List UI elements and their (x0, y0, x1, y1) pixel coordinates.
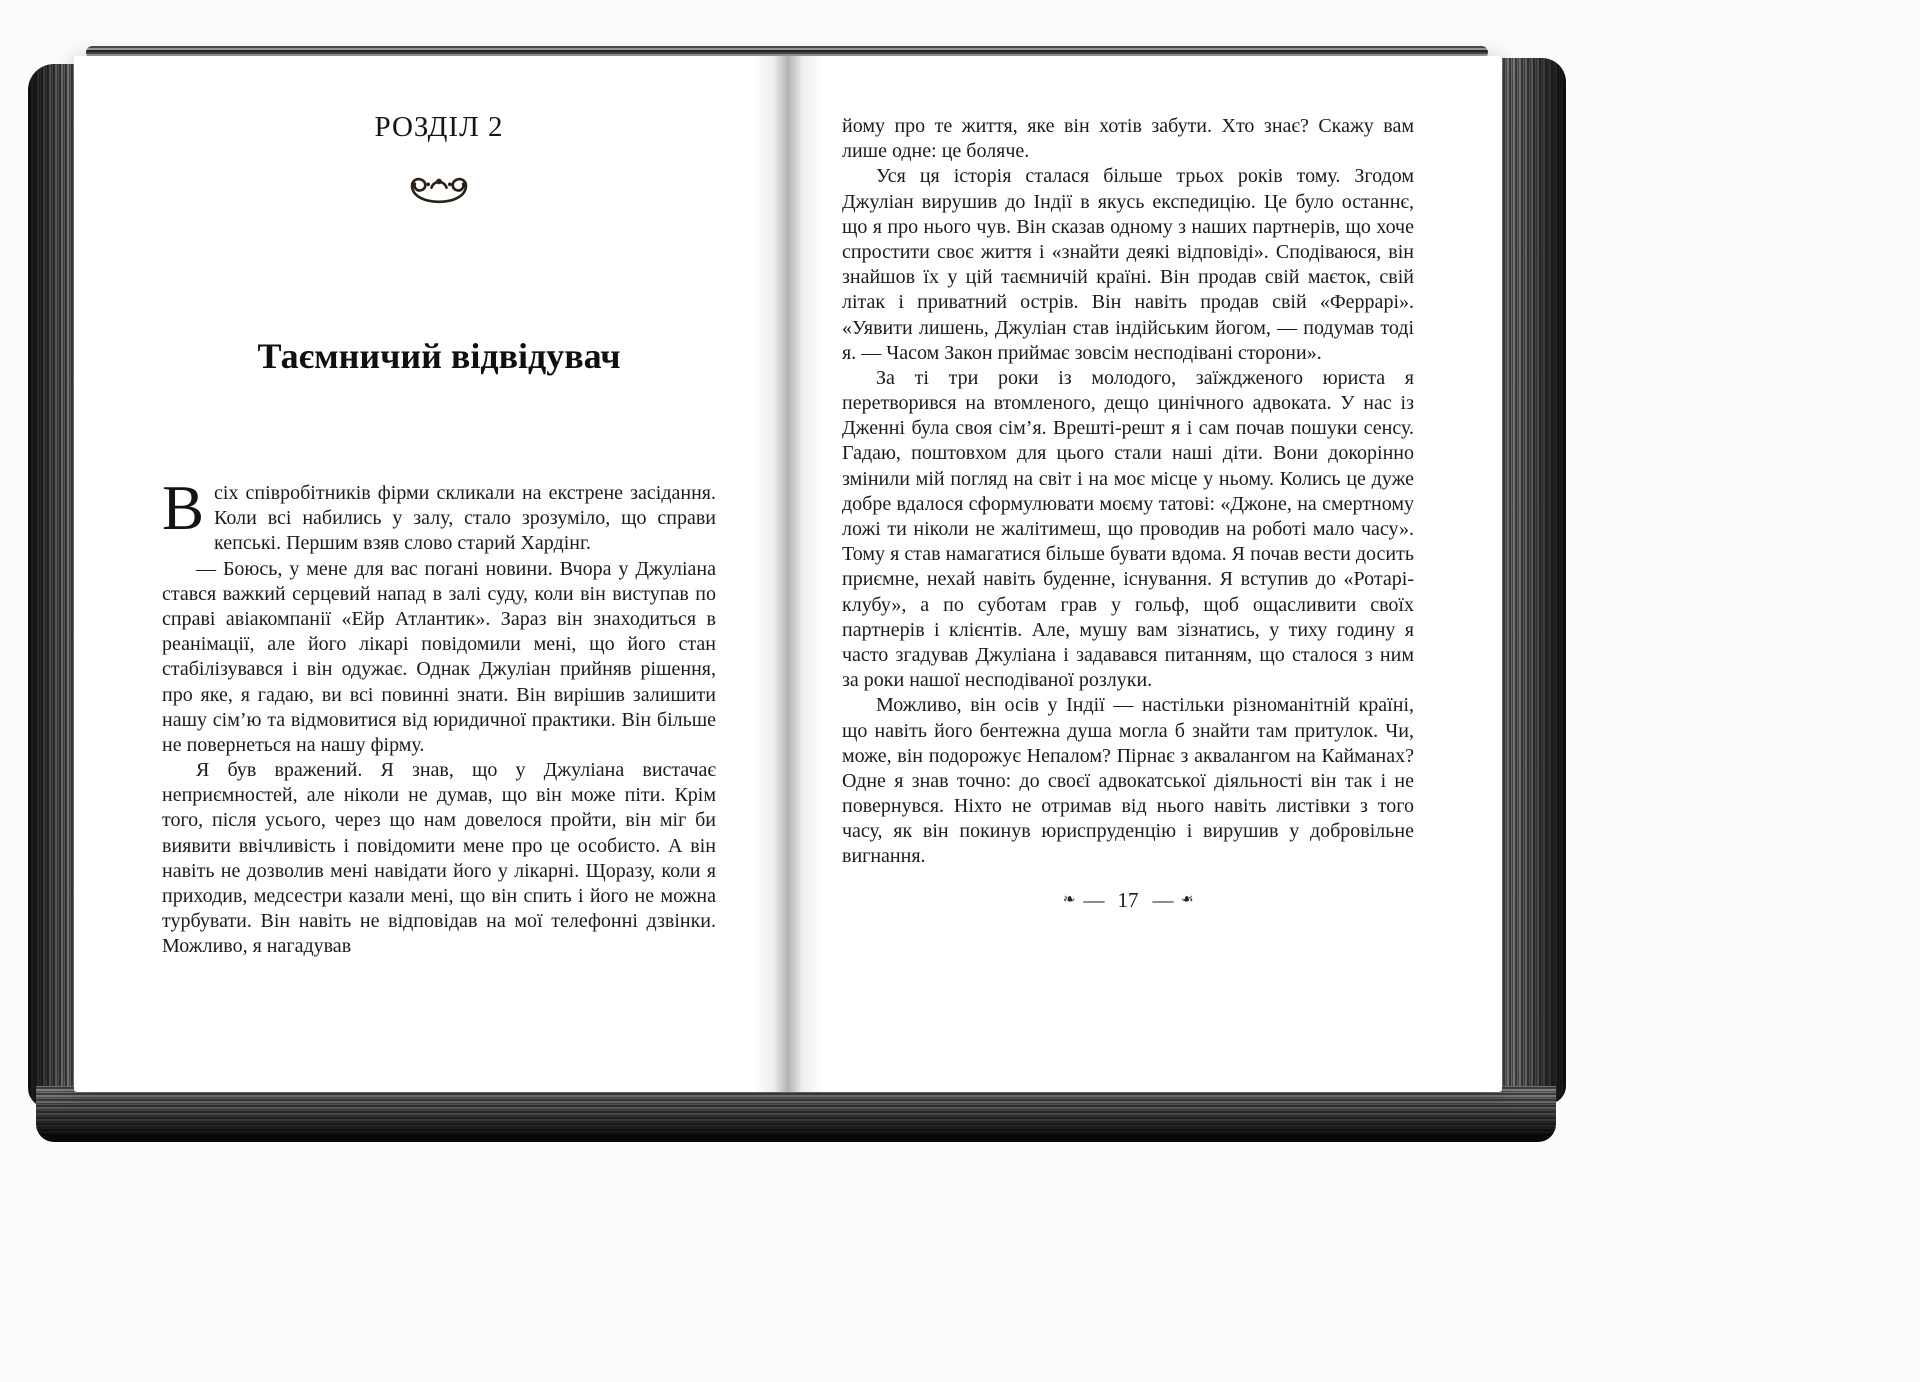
page-stack-bottom-edge (36, 1086, 1556, 1142)
footer-rule-right: — (1152, 887, 1173, 912)
left-page (74, 56, 788, 1092)
chapter-heading: РОЗДІЛ 2 (374, 111, 504, 143)
paragraph: йому про те життя, яке він хотів забути. Хто знає? Скажу вам лише одне: це боляче. (842, 115, 1414, 163)
right-page (788, 56, 1502, 1092)
drop-cap: В (162, 473, 205, 543)
open-spread (74, 56, 1502, 1092)
chapter-title: Таємничий відвідувач (257, 336, 621, 376)
paragraph: — Боюсь, у мене для вас погані новини. Вчора у Джуліана стався важкий серцевий напад в залі суду, коли він виступав по справі авіакомпанії «Ейр Атлантик». Зараз він знаходиться в реанімації, але його лікарі повідомили мені, що його стан стабілізувався і він одужає. Однак Джуліан прийняв рішення, про яке, я гадаю, ви всі повинні знати. Він вирішив залишити нашу сім’ю та відмовитися від юридичної практики. Він більше не повернеться на нашу фірму. (162, 557, 716, 756)
right-page-body (842, 114, 1414, 870)
paragraph: Уся ця історія сталася більше трьох років тому. Згодом Джуліан вирушив до Індії в якусь експедицію. Це було останнє, що я про нього чув. Він сказав одному з наших партнерів, що хоче спростити своє життя і «знайти деякі відповіді». Сподіваюся, він знайшов їх у цій таємничій країні. Він продав свій маєток, свій літак і приватний острів. Він навіть продав свій «Феррарі». «Уявити лишень, Джуліан став індійським йогом, — подумав тоді я. — Часом Закон приймає зовсім несподівані сторони». (842, 165, 1414, 364)
page-stack-left-edge (28, 64, 78, 1108)
paragraph (162, 473, 716, 557)
left-page-body (162, 473, 716, 960)
chapter-ornament-icon (162, 170, 716, 217)
page-number: 17 (1117, 887, 1139, 912)
paragraph: Можливо, він осів у Індії — настільки різноманітній країні, що навіть його бентежна душа могла б знайти там притулок. Чи, може, він подорожує Непалом? Пірнає з аквалангом на Кайманах? Одне я знав точно: до своєї адвокатської діяльності він так і не повернувся. Ніхто не отримав від нього навіть листівки з того часу, як він покинув юриспруденцію і вирушив у добровільне вигнання. (842, 694, 1414, 868)
paragraph-text: сіх співробітників фірми скликали на екстрене засідання. Коли всі набились у залу, стало зрозуміло, що справи кепські. Першим взяв слово старий Хардінг. (214, 482, 716, 555)
paragraph: За ті три роки із молодого, заїждженого юриста я перетворився на втомленого, дещо цинічного адвоката. У нас із Дженні була своя сім’я. Врешті-решт я і сам почав пошуки сенсу. Гадаю, поштовхом для цього стали наші діти. Вони докорінно змінили мій погляд на світ і на моє місце у ньому. Колись це дуже добре вдалося сформулювати моєму татові: «Джоне, на смертному ложі ти ніколи не жалітимеш, що проводив на роботі мало часу». Тому я став намагатися більше бувати вдома. Я почав вести досить приємне, нехай навіть буденне, існування. Я вступив до «Ротарі-клубу», а по суботам грав у гольф, щоб ощасливити своїх партнерів і клієнтів. Але, мушу вам зізнатись, у тиху годину я часто згадував Джуліана і задавався питанням, що сталося з ним за роки нашої несподіваної розлуки. (842, 366, 1414, 692)
footer-ornament-right-icon: ❧ (1180, 891, 1194, 908)
open-book (28, 42, 1566, 1142)
footer-rule-left: — (1083, 887, 1104, 912)
page-footer (842, 888, 1414, 913)
paragraph: Я був вражений. Я знав, що у Джуліана вистачає неприємностей, але ніколи не думав, що він може піти. Крім того, після усього, через що нам довелося пройти, він міг би виявити ввічливість і повідомити мене про це особисто. А він навіть не дозволив мені навідати його у лікарні. Щоразу, коли я приходив, медсестри казали мені, що він спить і його не можна турбувати. Він навіть не відповідав на мої телефонні дзвінки. Можливо, я нагадував (162, 759, 716, 958)
footer-ornament-left-icon: ❧ (1062, 891, 1076, 908)
page-stack-right-edge (1500, 58, 1566, 1104)
